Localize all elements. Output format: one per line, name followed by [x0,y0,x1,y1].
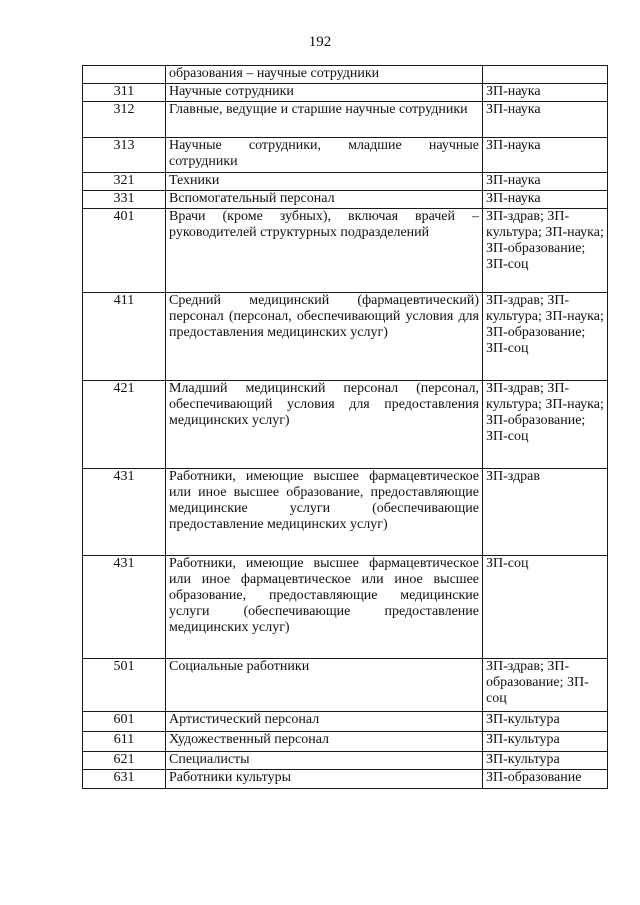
row-tag: ЗП-наука [483,102,608,138]
row-code: 631 [83,770,166,789]
row-code: 411 [83,293,166,381]
table-row [83,770,608,789]
row-name: Младший медицинский персонал (персонал, обеспечивающий условия для предоставления медицинских услуг) [166,381,483,469]
table-row [83,191,608,209]
row-name: Вспомогательный персонал [166,191,483,209]
table-row [83,556,608,659]
row-name: Техники [166,173,483,191]
row-name: Средний медицинский (фармацевтический) персонал (персонал, обеспечивающий условия для предоставления медицинских услуг) [166,293,483,381]
row-tag: ЗП-культура [483,752,608,770]
row-tag [483,66,608,84]
row-name: Художественный персонал [166,732,483,752]
row-tag: ЗП-наука [483,138,608,173]
table-row [83,138,608,173]
row-code: 501 [83,659,166,712]
row-tag: ЗП-здрав [483,469,608,556]
row-code: 431 [83,469,166,556]
row-tag: ЗП-образование [483,770,608,789]
row-tag: ЗП-наука [483,84,608,102]
row-name: Работники, имеющие высшее фармацевтическое или иное высшее образование, предоставляющие медицинские услуги (обеспечивающие предоставление медицинских услуг) [166,469,483,556]
row-name: Научные сотрудники, младшие научные сотрудники [166,138,483,173]
row-code: 321 [83,173,166,191]
row-name: Работники, имеющие высшее фармацевтическое или иное фармацевтическое или иное высшее образование, предоставляющие медицинские услуги (обеспечивающие предоставление медицинских услуг) [166,556,483,659]
row-code: 421 [83,381,166,469]
table-row [83,659,608,712]
row-code: 311 [83,84,166,102]
row-tag: ЗП-наука [483,173,608,191]
row-tag: ЗП-здрав; ЗП-культура; ЗП-наука; ЗП-образование; ЗП-соц [483,209,608,293]
table-row [83,293,608,381]
table-row [83,712,608,732]
row-name: Социальные работники [166,659,483,712]
table-row [83,209,608,293]
row-code: 401 [83,209,166,293]
row-tag: ЗП-здрав; ЗП-культура; ЗП-наука; ЗП-образование; ЗП-соц [483,293,608,381]
table-row [83,732,608,752]
row-code: 312 [83,102,166,138]
row-name: Работники культуры [166,770,483,789]
row-code: 621 [83,752,166,770]
row-tag: ЗП-наука [483,191,608,209]
table-row [83,469,608,556]
row-code: 601 [83,712,166,732]
row-tag: ЗП-здрав; ЗП-культура; ЗП-наука; ЗП-образование; ЗП-соц [483,381,608,469]
row-code [83,66,166,84]
row-tag: ЗП-культура [483,732,608,752]
table-row [83,752,608,770]
table-row [83,173,608,191]
table-row [83,102,608,138]
row-tag: ЗП-соц [483,556,608,659]
row-name: Артистический персонал [166,712,483,732]
row-code: 611 [83,732,166,752]
page-number: 192 [308,34,332,50]
row-name: образования – научные сотрудники [166,66,483,84]
row-name: Врачи (кроме зубных), включая врачей – руководителей структурных подразделений [166,209,483,293]
row-code: 431 [83,556,166,659]
table-row [83,84,608,102]
row-tag: ЗП-здрав; ЗП-образование; ЗП-соц [483,659,608,712]
row-code: 331 [83,191,166,209]
row-tag: ЗП-культура [483,712,608,732]
row-name: Научные сотрудники [166,84,483,102]
code-table [82,65,608,789]
row-name: Специалисты [166,752,483,770]
table-row [83,66,608,84]
table-row [83,381,608,469]
row-name: Главные, ведущие и старшие научные сотрудники [166,102,483,138]
row-code: 313 [83,138,166,173]
